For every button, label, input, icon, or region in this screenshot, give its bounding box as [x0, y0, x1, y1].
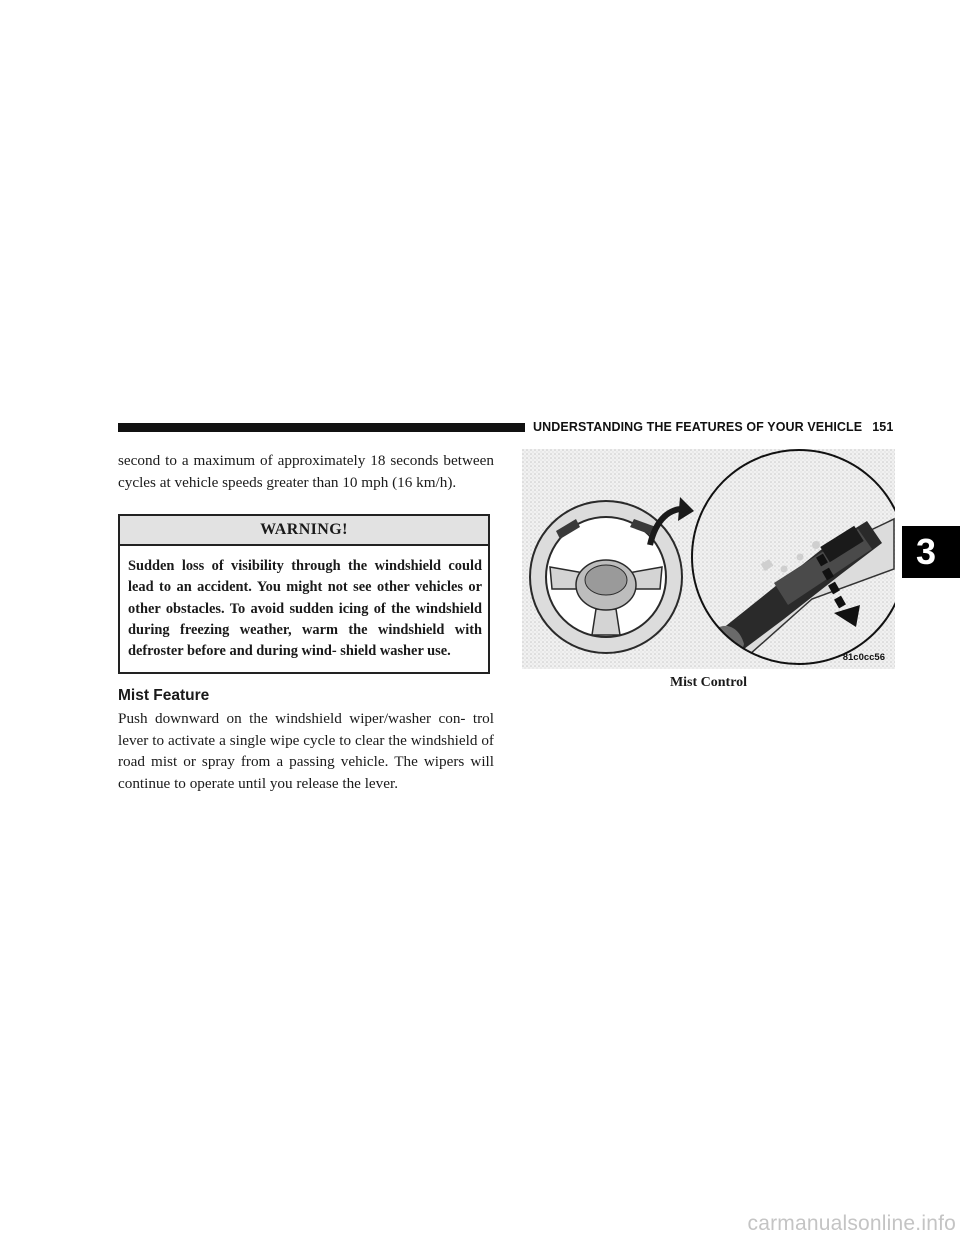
page-number: 151	[872, 420, 894, 434]
warning-heading: WARNING!	[120, 516, 488, 546]
mist-control-figure	[522, 449, 895, 669]
running-header	[533, 420, 893, 434]
watermark: carmanualsonline.info	[747, 1212, 956, 1235]
left-column	[118, 450, 494, 794]
warning-body: Sudden loss of visibility through the windshield could lead to an accident. You might not see other vehicles or other obstacles. To avoid sudden icing of the windshield during freezing weather, warm the windshield with defroster before and during wind- shield washer use.	[128, 558, 482, 660]
figure-code: 81c0cc56	[842, 652, 885, 663]
intro-paragraph: second to a maximum of approximately 18 seconds between cycles at vehicle speeds greater than 10 mph (16 km/h).	[118, 452, 494, 491]
figure-caption: Mist Control	[669, 675, 748, 690]
section-tab: 3	[902, 526, 960, 578]
header-rule	[118, 423, 525, 432]
mist-feature-paragraph: Push downward on the windshield wiper/washer con- trol lever to activate a single wipe cycle to clear the windshield of road mist or spray from a passing vehicle. The wipers will continue to operate until you release the lever.	[118, 710, 494, 792]
warning-box	[118, 514, 490, 674]
header-title: UNDERSTANDING THE FEATURES OF YOUR VEHICLE	[533, 420, 863, 434]
mist-feature-heading: Mist Feature	[118, 687, 210, 705]
mist-control-illustration	[522, 449, 895, 669]
